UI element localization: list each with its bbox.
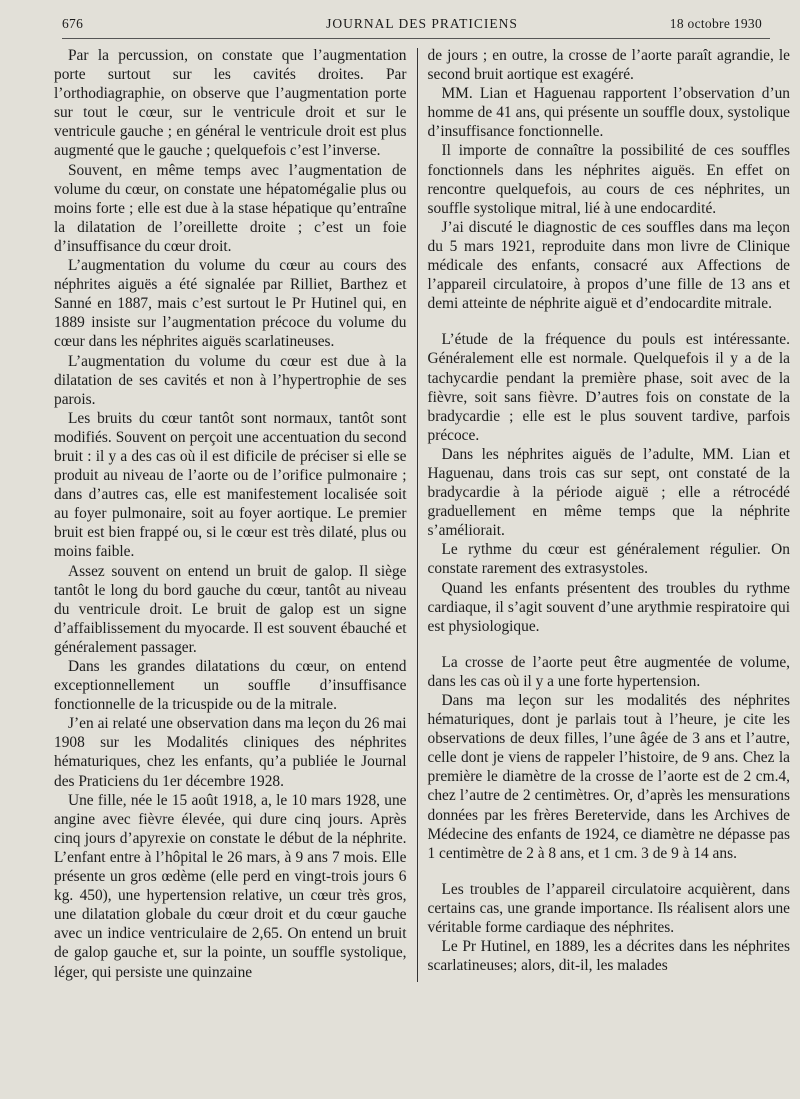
- paragraph: Par la percussion, on constate que l’augmentation porte surtout sur les cavités droites. Par l’orthodiagraphie, on observe que l’augmentation porte sur tout le cœur, sur le ventricule droit et sur le ventricule gauche ; en général le ventricule droit est plus augmenté que le gauche ; quelquefois c’est l’inverse.: [54, 47, 407, 160]
- paragraph: Dans les néphrites aiguës de l’adulte, MM. Lian et Haguenau, dans trois cas sur sept, ont constaté de la bradycardie à la période aiguë ; elle a rétrocédé graduellement en même temps que la néphrite s’améliorait.: [427, 445, 790, 540]
- paragraph: Le Pr Hutinel, en 1889, les a décrites dans les néphrites scarlatineuses; alors, dit-il, les malades: [427, 938, 790, 975]
- paragraph: Les bruits du cœur tantôt sont normaux, tantôt sont modifiés. Souvent on perçoit une accentuation du second bruit : il y a des cas où il est dificile de préciser si elle se produit au niveau de l’aorte ou de l’orifice pulmonaire ; dans d’autres cas, elle est manifestement localisée soit au foyer pulmonaire, soit au foyer aortique. Le premier bruit est bien frappé ou, si le cœur est très dilaté, plus ou moins faible.: [54, 409, 407, 561]
- paragraph: Assez souvent on entend un bruit de galop. Il siège tantôt le long du bord gauche du cœur, tantôt au niveau du ventricule droit. Le bruit de galop est un signe d’affaiblissement du myocarde. Il est souvent ébauché et généralement passager.: [54, 562, 407, 656]
- journal-title: JOURNAL DES PRATICIENS: [326, 16, 518, 31]
- column-divider: [417, 48, 418, 982]
- section-gap: [428, 313, 791, 330]
- running-header: [54, 16, 790, 38]
- paragraph: Dans ma leçon sur les modalités des néphrites hématuriques, dont je parlais tout à l’heure, je cite les observations de deux filles, l’une âgée de 3 ans et l’autre, celle dont je viens de rappeler l’histoire, de 9 ans. Chez la première le diamètre de la crosse de l’aorte est de 2 cm.4, chez l’autre de 2 centimètres. Or, d’après les mensurations données par les frères Beretervide, dans les Archives de Médecine des enfants de 1924, ce diamètre ne dépasse pas 1 centimètre de 2 à 8 ans, et 1 cm. 3 de 9 à 14 ans.: [427, 692, 790, 862]
- paragraph: J’en ai relaté une observation dans ma leçon du 26 mai 1908 sur les Modalités cliniques des néphrites hématuriques, chez les enfants, qu’a publiée le Journal des Praticiens du 1er décembre 1928.: [54, 715, 407, 790]
- paragraph: Quand les enfants présentent des troubles du rythme cardiaque, il s’agit souvent d’une arythmie respiratoire qui est physiologique.: [427, 579, 790, 635]
- paragraph: Souvent, en même temps avec l’augmentation de volume du cœur, on constate une hépatomégalie plus ou moins forte ; elle est due à la stase hépatique qu’entraîne la dilatation de l’oreillette droite ; c’est un foie d’insuffisance du cœur droit.: [54, 161, 407, 255]
- paragraph: Les troubles de l’appareil circulatoire acquièrent, dans certains cas, une grande importance. Ils réalisent alors une véritable forme cardiaque des néphrites.: [427, 880, 790, 937]
- paragraph: La crosse de l’aorte peut être augmentée de volume, dans les cas où il y a une forte hypertension.: [427, 653, 790, 690]
- article-body: [54, 46, 790, 982]
- header-rule: [62, 38, 770, 39]
- page-number: 676: [62, 16, 84, 31]
- paragraph: Le rythme du cœur est généralement régulier. On constate rarement des extrasystoles.: [427, 541, 790, 578]
- paragraph: L’augmentation du volume du cœur au cours des néphrites aiguës a été signalée par Rilliet, Barthez et Sanné en 1887, mais c’est surtout le Pr Hutinel qui, en 1889 insiste sur l’augmentation précoce du volume du cœur dans les néphrites aiguës scarlatineuses.: [54, 257, 407, 351]
- right-column: [428, 46, 791, 982]
- paragraph: Une fille, née le 15 août 1918, a, le 10 mars 1928, une angine avec fièvre élevée, qui dure cinq jours. Après cinq jours d’apyrexie on constate le début de la néphrite. L’enfant entre à l’hôpital le 26 mars, à 9 ans 7 mois. Elle présente un gros œdème (elle perd en vingt-trois jours 6 kg. 450), une hypertension relative, un cœur très gros, une dilatation globale du cœur droit et du cœur gauche avec un indice ventriculaire de 2,65. On entend un bruit de galop gauche et, sur la pointe, un souffle systolique, léger, qui persiste une quinzaine: [54, 791, 407, 981]
- section-gap: [428, 863, 791, 880]
- paragraph: L’augmentation du volume du cœur est due à la dilatation de ses cavités et non à l’hypertrophie de ses parois.: [54, 352, 407, 408]
- paragraph: MM. Lian et Haguenau rapportent l’observation d’un homme de 41 ans, qui présente un souffle doux, systolique d’insuffisance fonctionnelle.: [427, 85, 790, 141]
- paragraph: L’étude de la fréquence du pouls est intéressante. Généralement elle est normale. Quelquefois il y a de la tachycardie pendant la première phase, soit avec de la fièvre, soit sans fièvre. D’autres fois on constate de la bradycardie ; elle est le plus souvent tardive, parfois précoce.: [427, 331, 790, 444]
- paragraph: Il importe de connaître la possibilité de ces souffles fonctionnels dans les néphrites aiguës. En effet on rencontre quelquefois, au cours de ces néphrites, un souffle systolique mitral, lié à une endocardité.: [427, 142, 790, 217]
- paragraph: de jours ; en outre, la crosse de l’aorte paraît agrandie, le second bruit aortique est exagéré.: [427, 47, 790, 84]
- section-gap: [428, 636, 791, 653]
- paragraph: J’ai discuté le diagnostic de ces souffles dans ma leçon du 5 mars 1921, reproduite dans mon livre de Clinique médicale des enfants, consacré aux Affections de l’appareil circulatoire, à propos d’une fille de 13 ans et demi atteinte de néphrite aiguë et d’endocardite mitrale.: [427, 218, 790, 313]
- left-column: [54, 46, 407, 982]
- issue-date: 18 octobre 1930: [669, 16, 762, 31]
- paragraph: Dans les grandes dilatations du cœur, on entend exceptionnellement un souffle d’insuffisance fonctionnelle de la tricuspide ou de la mitrale.: [54, 658, 407, 714]
